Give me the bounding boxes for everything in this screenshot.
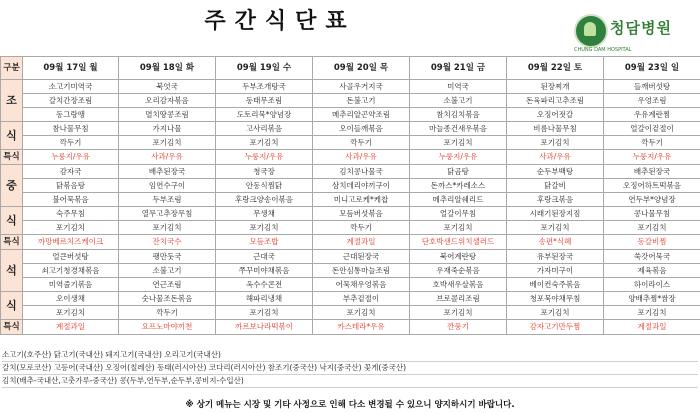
footer-notice: ※ 상기 메뉴는 시장 및 기타 사정으로 인해 다소 변경될 수 있으니 양지하시기 바랍니다. (185, 400, 515, 410)
menu-item: 닭곰탕 (410, 165, 507, 179)
menu-item: 오징어젓갈 (507, 108, 604, 122)
special-item: 단호박샌드위치샐러드 (410, 235, 507, 250)
menu-item: 옥수수콘전 (216, 278, 313, 292)
menu-item: 오리감자볶음 (119, 94, 216, 108)
special-row (1, 320, 700, 335)
menu-item: 포기김치 (604, 306, 700, 320)
menu-item: 부추겉절이 (313, 292, 410, 306)
menu-item: 포기김치 (23, 221, 119, 235)
menu-row (1, 165, 700, 179)
day-header: 09월 22일 토 (507, 57, 604, 80)
meal-label: 식 (1, 207, 23, 235)
menu-item: 포기김치 (23, 306, 119, 320)
menu-item: 가자미구이 (507, 264, 604, 278)
menu-item: 배추된장국 (604, 165, 700, 179)
menu-item: 북어계란탕 (410, 250, 507, 264)
menu-item: 삼치데리야끼구이 (313, 179, 410, 193)
menu-item: 청국장 (216, 165, 313, 179)
logo-name: 청담병원 (610, 19, 672, 37)
menu-item: 소불고기 (119, 264, 216, 278)
meal-label: 중 (1, 165, 23, 207)
menu-item: 연근조림 (119, 278, 216, 292)
origin-note-meat: 소고기(호주산) 닭고기(국내산) 돼지고기(국내산) 오리고기(국내산) (2, 349, 698, 362)
day-header: 09월 19일 수 (216, 57, 313, 80)
menu-item: 동태무조림 (216, 94, 313, 108)
menu-item: 메추리알쉐리드 (410, 193, 507, 207)
special-item: 사과/우유 (119, 150, 216, 165)
weekly-menu-table (0, 56, 700, 335)
menu-item: 포기김치 (119, 136, 216, 150)
menu-row (1, 278, 700, 292)
menu-item: 얼큰버섯탕 (23, 250, 119, 264)
menu-item: 근대국 (216, 250, 313, 264)
menu-item: 미역줄기볶음 (23, 278, 119, 292)
menu-item: 포기김치 (410, 136, 507, 150)
menu-item: 호박새우살볶음 (410, 278, 507, 292)
menu-item: 돈까스*카레소스 (410, 179, 507, 193)
menu-item: 오징어하트떡볶음 (604, 179, 700, 193)
menu-item: 시래기된장지짐 (507, 207, 604, 221)
menu-row (1, 179, 700, 193)
menu-item: 포기김치 (410, 221, 507, 235)
menu-item: 콩나물무침 (604, 207, 700, 221)
menu-row (1, 193, 700, 207)
day-header: 09월 23일 일 (604, 57, 700, 80)
menu-item: 포기김치 (507, 136, 604, 150)
special-row (1, 235, 700, 250)
menu-item: 우엉조림 (604, 94, 700, 108)
menu-item: 숙주무침 (23, 207, 119, 221)
meal-label: 석 (1, 250, 23, 292)
menu-item: 들깨버섯탕 (604, 80, 700, 94)
day-header: 09월 17일 월 (23, 57, 119, 80)
menu-item: 메추리알곤약조림 (313, 108, 410, 122)
day-header: 09월 20일 목 (313, 57, 410, 80)
menu-item: 포기김치 (507, 306, 604, 320)
menu-item: 참치김치볶음 (410, 108, 507, 122)
menu-item: 북엇국 (119, 80, 216, 94)
menu-item: 김치콩나물국 (313, 165, 410, 179)
menu-item: 배추된장국 (119, 165, 216, 179)
menu-row (1, 136, 700, 150)
special-item: 까망베르치즈케이크 (23, 235, 119, 250)
menu-item: 마늘종건새우볶음 (410, 122, 507, 136)
menu-item: 무생채 (216, 207, 313, 221)
menu-row (1, 264, 700, 278)
menu-item: 고사리볶음 (216, 122, 313, 136)
menu-item: 참나물무침 (23, 122, 119, 136)
menu-item: 안동식찜닭 (216, 179, 313, 193)
menu-item: 갈치간장조림 (23, 94, 119, 108)
menu-item: 임연수구이 (119, 179, 216, 193)
menu-row (1, 292, 700, 306)
menu-item: 후랑크볶음 (507, 193, 604, 207)
menu-item: 팽만둣국 (119, 250, 216, 264)
menu-item: 연두부*양념장 (604, 193, 700, 207)
menu-item: 베이컨숙주볶음 (507, 278, 604, 292)
menu-item: 깍두기 (313, 136, 410, 150)
logo-mark-icon (574, 14, 608, 48)
special-row (1, 150, 700, 165)
menu-item: 포기김치 (604, 221, 700, 235)
menu-row (1, 80, 700, 94)
menu-row (1, 250, 700, 264)
special-item: 까르보나라떡볶이 (216, 320, 313, 335)
menu-row (1, 94, 700, 108)
menu-item: 포기김치 (216, 306, 313, 320)
menu-item: 근대된장국 (313, 250, 410, 264)
menu-item: 소불고기 (410, 94, 507, 108)
menu-item: 후랑크양송이볶음 (216, 193, 313, 207)
special-item: 누룽지/우유 (410, 150, 507, 165)
special-item: 모듬조밥 (216, 235, 313, 250)
menu-item: 사골우거지국 (313, 80, 410, 94)
menu-item: 닭볶음탕 (23, 179, 119, 193)
menu-item: 어묵채우엉볶음 (313, 278, 410, 292)
menu-body (1, 80, 700, 335)
special-item: 계절과일 (604, 320, 700, 335)
special-item: 잔치국수 (119, 235, 216, 250)
page-title: 주간식단표 (204, 9, 356, 34)
menu-item: 돈불고기 (313, 94, 410, 108)
special-item: 동갈비찜 (604, 235, 700, 250)
menu-item: 깍두기 (23, 136, 119, 150)
menu-item: 얼갈이무침 (410, 207, 507, 221)
day-header: 09월 18일 화 (119, 57, 216, 80)
menu-item: 깍두기 (604, 136, 700, 150)
menu-item: 우유계란찜 (604, 108, 700, 122)
menu-item: 포기김치 (313, 306, 410, 320)
menu-row (1, 306, 700, 320)
special-item: 사과/우유 (507, 150, 604, 165)
menu-item: 깍두기 (119, 306, 216, 320)
origin-notes (2, 349, 698, 388)
menu-item: 우재죽순볶음 (410, 264, 507, 278)
meal-label: 조 (1, 80, 23, 122)
special-item: 누룽지/우유 (216, 150, 313, 165)
special-item: 누룽지/우유 (604, 150, 700, 165)
meal-label: 식 (1, 292, 23, 320)
menu-row (1, 108, 700, 122)
menu-item: 멸치땅콩조림 (119, 108, 216, 122)
menu-item: 청포묵야채무침 (507, 292, 604, 306)
special-label: 특식 (1, 150, 23, 165)
menu-item: 모듬버섯볶음 (313, 207, 410, 221)
special-item: 계절과일 (313, 235, 410, 250)
hospital-logo (574, 14, 700, 52)
menu-item: 돈안심통마늘조림 (313, 264, 410, 278)
special-item: 카스테라*우유 (313, 320, 410, 335)
menu-item: 포기김치 (216, 136, 313, 150)
special-item: 사과/우유 (313, 150, 410, 165)
menu-item: 감자국 (23, 165, 119, 179)
special-label: 특식 (1, 235, 23, 250)
menu-item: 해파리냉채 (216, 292, 313, 306)
menu-row (1, 207, 700, 221)
menu-item: 양배추찜*쌈장 (604, 292, 700, 306)
menu-item: 순두부백탕 (507, 165, 604, 179)
menu-item: 오이생채 (23, 292, 119, 306)
menu-item: 미역국 (410, 80, 507, 94)
menu-item: 두부조개탕국 (216, 80, 313, 94)
menu-item: 쭈꾸미야채볶음 (216, 264, 313, 278)
menu-item: 쑥갓어묵국 (604, 250, 700, 264)
special-item: 깐풍기 (410, 320, 507, 335)
menu-item: 돈육파리고추조림 (507, 94, 604, 108)
special-item: 감자고기만두찜 (507, 320, 604, 335)
menu-item: 제육볶음 (604, 264, 700, 278)
menu-item: 가지나물 (119, 122, 216, 136)
day-header: 09월 21일 금 (410, 57, 507, 80)
meal-label: 식 (1, 122, 23, 150)
special-item: 계절과일 (23, 320, 119, 335)
special-label: 특식 (1, 320, 23, 335)
origin-note-kimchi: 김치(배추-국내산,고춧가루-중국산) 콩(두부,연두부,순두부,콩비지-수입산) (2, 375, 698, 388)
menu-item: 깍두기 (313, 221, 410, 235)
logo-subtitle: CHUNG DAM HOSPITAL (574, 47, 632, 53)
menu-item: 미니고로케*케찹 (313, 193, 410, 207)
menu-item: 포기김치 (507, 221, 604, 235)
category-header: 구분 (1, 57, 23, 80)
menu-item: 된장찌개 (507, 80, 604, 94)
menu-item: 숫나물조돈볶음 (119, 292, 216, 306)
special-item: 요프노마야끼천 (119, 320, 216, 335)
menu-item: 쇠고기청경채볶음 (23, 264, 119, 278)
menu-item: 하이라이스 (604, 278, 700, 292)
menu-item: 유부된장국 (507, 250, 604, 264)
menu-item: 포기김치 (410, 306, 507, 320)
origin-note-fish: 갈치(모로코산) 고등어(국내산) 오징어(칠레산) 동태(러시아산) 코다리(러시아산) 참조기(중국산) 낙지(중국산) 꽃게(중국산) (2, 362, 698, 375)
menu-item: 두부조림 (119, 193, 216, 207)
special-item: 누룽지/우유 (23, 150, 119, 165)
menu-row (1, 221, 700, 235)
menu-item: 오이들깨볶음 (313, 122, 410, 136)
menu-item: 열무고추장무침 (119, 207, 216, 221)
menu-item: 닭갈비 (507, 179, 604, 193)
header-row (1, 57, 700, 80)
menu-item: 브로콜리조림 (410, 292, 507, 306)
menu-item: 불어묵볶음 (23, 193, 119, 207)
menu-item: 동그랑땡 (23, 108, 119, 122)
special-item: 송편*식혜 (507, 235, 604, 250)
menu-item: 비름나물무침 (507, 122, 604, 136)
menu-item: 포기김치 (119, 221, 216, 235)
menu-item: 얼갈이겉절이 (604, 122, 700, 136)
menu-item: 소고기미역국 (23, 80, 119, 94)
menu-row (1, 122, 700, 136)
menu-item: 도토리묵*양념장 (216, 108, 313, 122)
menu-item: 포기김치 (216, 221, 313, 235)
